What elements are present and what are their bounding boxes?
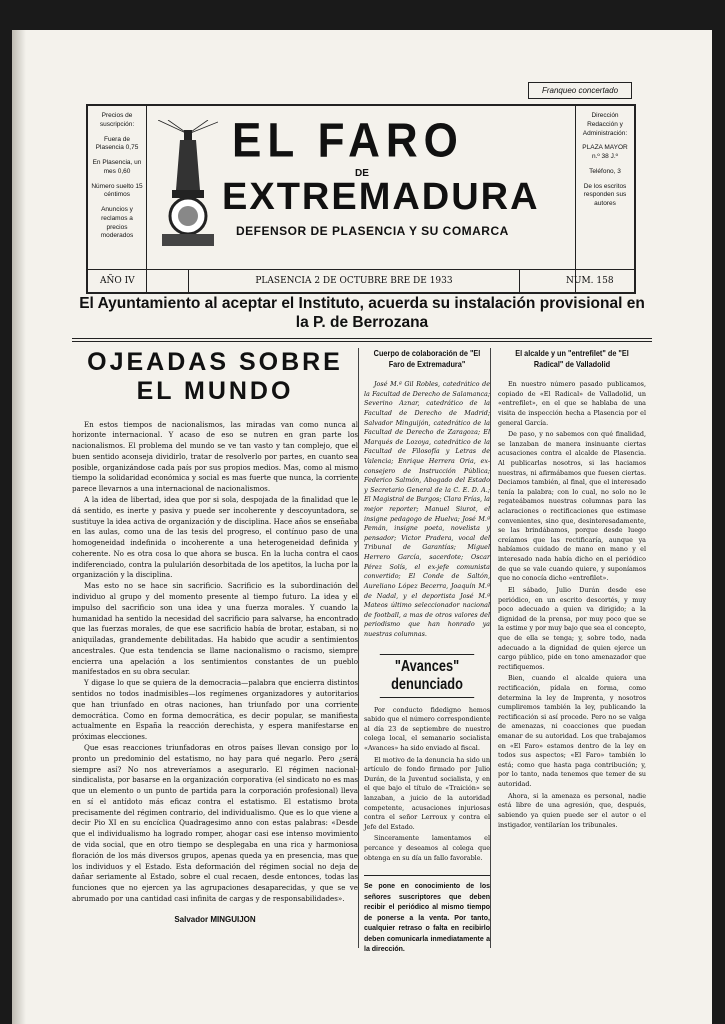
article-title: El alcalde y un "entrefilet" de "El Radical" de Valladolid <box>515 348 629 370</box>
price-line: Fuera de Plasencia 0,75 <box>95 135 139 152</box>
main-headline: El Ayuntamiento al aceptar el Instituto, acuerda su instalación provisional en la P. de Berrozana <box>79 295 645 332</box>
article-signature: Salvador MINGUIJON <box>174 914 256 924</box>
paragraph: Sinceramente lamentamos el percance y deseamos al colega que obtenga en su día un fallo favorable. <box>364 834 490 862</box>
paragraph: Y digase lo que se quiera de la democracia—palabra que encierra distintos sentidos no todos inadmisibles—los regímenes organizadores y autoritarios que han triunfado en otras naciones, han triunfado por una corriente democrática. Como en forma democrática, es decir popular, se manifiesta actualmente en España la reacción derechista, y espera manifestarse en próximas elecciones. <box>72 678 358 742</box>
issue-year: AÑO IV <box>100 276 135 286</box>
franqueo-box: Franqueo concertado <box>528 82 632 99</box>
article-title: OJEADAS SOBRE EL MUNDO <box>87 348 343 405</box>
article-body <box>498 380 646 830</box>
price-line: Precios de suscripción: <box>99 112 135 128</box>
masthead <box>86 104 636 294</box>
newspaper-page <box>12 30 712 1024</box>
paragraph: En estos tiempos de nacionalismos, las miradas van como nunca al horizonte internacional. Y acaso de eso se nutren en gran parte los nacionalismos. El problema del mundo se ve tan vasto y tan complejo, que el buen sentido aconseja dividirlo, tratar de resolverlo por partes, en cuanto sea posible, organizándose cada país por sus propios medios. Mas, como al mismo tiempo la solidaridad económica y social es mas fuerte que nunca, la corriente parece llevarnos a una internacional de nacionalismos. <box>72 419 358 494</box>
article-body <box>364 706 490 864</box>
section-title: Cuerpo de colaboración de "El Faro de Extremadura" <box>373 348 481 370</box>
admin-line: Dirección Redacción y Administración: <box>582 112 628 137</box>
price-line: Anuncios y reclamos a precios moderados <box>100 206 134 240</box>
paragraph: Por conducto fidedigno hemos sabido que el número correspondiente al día 23 de septiembre de nuestro colega local, el semanario socialista «Avances» ha sido enviado al fiscal. <box>364 705 490 752</box>
paper-subtitle: DEFENSOR DE PLASENCIA Y SU COMARCA <box>236 224 509 238</box>
lighthouse-icon <box>158 120 218 248</box>
column-ojeadas <box>72 348 359 948</box>
paragraph: Bien, cuando el alcalde quiera una rectificación, pídala en forma, como determina la ley de Imprenta, y nosotros cumpliremos también la ley, publicando la rectificación si así procede. Pero no se valga de amenazas, ni coacciones que puedan emanar de su autoridad. Los que trabajamos en «El Faro» estamos dentro de la ley en todos sus aspectos; «El Faro» también lo está; como que hasta paga contribución; y, por lo tanto, nada tenemos que temer de su autoridad. <box>498 674 646 789</box>
price-line: Número suelto 15 céntimos <box>91 182 143 199</box>
subscription-prices <box>88 106 147 292</box>
issue-info-bar <box>88 269 634 292</box>
admin-line: PLAZA MAYOR n.º 38 J.º <box>582 144 628 161</box>
paragraph: El sábado, Julio Durán desde ese periódico, en un escrito descortés, y muy poco adecuado a quien va dirigido; a la dignidad de la prensa, por muy poco que se la estime y por muy bajo que sea el concepto, que de ella se tenga; y, sobre todo, nada adecuado a la dignidad de quien ejerce un cargo público, pide en tono amenazador que rectifiquemos. <box>498 585 646 671</box>
issue-date: PLASENCIA 2 DE OCTUBRE BRE DE 1933 <box>188 270 520 292</box>
paragraph: Mas esto no se hace sin sacrificio. Sacrificio es la subordinación del individuo al grupo y del momento presente al tiempo futuro. La idea y el impulso del sacrificio son una idea y una fuerza morales. Y cuando la humanidad ha sentido la necesidad del sacrificio para salvarse, ha encontrado que las fuerzas morales, de que ese sacrificio había de brotar, estaban, si no aniquiladas, grandemente debilitadas. Ha habido que acudir a sentimientos ancestrales. Que esta tendencia se llame nacionalismo o racismo, siempre encierra una apelación a los sentimientos constantes de un pueblo manifestados en su obra secular. <box>72 581 358 677</box>
column-collaboration <box>364 348 491 954</box>
masthead-title-block <box>150 110 568 256</box>
paper-title-line1: EL FARO <box>232 113 464 168</box>
article-title: "Avances" denunciado <box>380 654 474 698</box>
paragraph: José M.ª Gil Robles, catedrático de la Facultad de Derecho de Salamanca; Severino Aznar, catedrático de la Facultad de Derecho de Madrid; Salvador Minguijón, catedrático de la Facultad de Derecho de Zaragoza; El Marqués de Lozoya, catedrático de la Facultad de Filosofía y Letras de Valencia; Enrique Herrera Oria, ex-consejero de Instrucción Pública; Federico Salmón, Abogado del Estado y Secretario General de la C. E. D. A.; El Magistral de Burgos; Clara Frías, la mejor reporter; Manuel Siurot, el insigne pedagogo de Huelva; José M.ª Pemán, insigne poeta, novelista y pensador; Victor Pradera, vocal del Tribunal de Garantías; Miguel Herrero García, sacerdote; Oscar Pérez Solís, el ex-jefe comunista convertido; El Conde de Saltón, Aureliano López Becerra, Joaquín M.ª de Nadal, y el deportista José M.ª Mateos último seleccionador nacional de football, a mas de otros valores del periodismo que han honrado ya nuestras columnas. <box>364 380 490 638</box>
paragraph: A la idea de libertad, idea que por si sola, despojada de la finalidad que le dá sentido, es inerte y pasiva y puede ser incoherente y descoyuntadora, se sustituye la idea activa de organización y de disciplina. Hace años se enseñaba en las aulas, como una de las tesis del progreso, el contínuo paso de una homogeneidad indefinida o incoherente a una heterogeneidad definida y coherente. No es otra cosa lo que ahora se busca. En la lucha contra el caos indiferenciado, contra la pulularión desorbitada de los apetitos, la lucha por la organización y la disciplina. <box>72 494 358 580</box>
paragraph: Que esas reacciones triunfadoras en otros países llevan consigo por lo pronto un predominio del estatismo, no hay para qué negarlo. Pero ¿será siempre así? No nos atreveríamos a asegurarlo. El régimen nacional-sindicalista, por basarse en la organización corporativa (el sindicato no es mas que un elemento o un punto de partida para la corporación profesional) lleva en sí el antídoto más eficaz contra el estatismo. El estatismo brota precisamente del régimen contrario, del individualismo. Que es lo que viene a decir Pio XI en su encíclica Quadragesimo anno con estas palabras: «Desde que el individualismo ha logrado romper, ahogar casi ese intenso movimiento de vida social, que en otro tiempo se desplegaba en una rica y harmoniosa floración de los más diversos grupos, apenas queda ya en presencia, mas que los individuos y el Estado. Esta deformación del régimen social no deja de dañar seriamente al Estado, sobre el cual recaen, desde entonces, todas las funciones que no ejercen ya las agrupaciones desaparecidas, y que se ve abrumado por una cantidad casi infinita de cargas y de responsabilidades». <box>72 742 358 903</box>
divider <box>72 338 652 339</box>
page-fold-shadow <box>12 30 26 1024</box>
admin-line: De los escritos responden sus autores <box>583 182 627 208</box>
admin-line: Teléfono, 3 <box>589 167 621 175</box>
paragraph: Ahora, si la amenaza es personal, nadie está libre de una agresión, que, después, sabiendo ya quien puede ser el autor o el instigador, ventilarían los tribunales. <box>498 791 646 829</box>
paper-title-de: DE <box>355 168 369 179</box>
subscriber-notice: Se pone en conocimiento de los señores suscriptores que deben recibir el periódico al mismo tiempo de ponerse a la venta. Por tanto, cualquier retraso o falta en recibirlo deben comunicarla inmediatamente a la dirección. <box>364 875 490 956</box>
paper-title-line2: EXTREMADURA <box>222 176 540 218</box>
article-body <box>72 420 358 905</box>
issue-number: NUM. 158 <box>566 276 614 286</box>
paragraph: En nuestro número pasado publicamos, copiado de «El Radical» de Valladolid, un «entrefilet», en el que se hablaba de una visita de inspección hecha a Plasencia por el general García. <box>498 380 646 427</box>
divider <box>72 341 652 342</box>
administration-info <box>575 106 634 292</box>
collaborators-list <box>364 380 490 639</box>
price-line: En Plasencia, un mes 0,60 <box>92 159 142 175</box>
column-alcalde <box>498 348 646 948</box>
paragraph: De paso, y no sabemos con qué finalidad, se lanzaban de manera insinuante ciertas acusaciones contra el alcalde de Plasencia. Al publicarlas nosotros, si las haciamos nuestras, ni afirmábamos que fuesen ciertas. Deciamos también, al final, que el interesado tenía la palabra; con lo cual, no solo no le regateábamos nuestras columnas para las aclaraciones o rectificaciones que estimase convenientes, sino que, desinteresadamente, se las brindábamos, porque desde luego creíamos que las rectificaría, aunque ya habíamos cuidado de mano en mano y el interesado nada había dicho en el periódico de que se vale cuando quiere, y suponíamos que no conocía dicho «entrefilet». <box>498 430 646 583</box>
paragraph: El motivo de la denuncia ha sido un artículo de fondo firmado por Julio Durán, de la Juventud socialista, y en el que bajo el título de «Traición» se lanzaban, a juicio de la autoridad competente, acusaciones injuriosas contra el señor Lerroux y contra el Jefe del Estado. <box>364 755 490 831</box>
